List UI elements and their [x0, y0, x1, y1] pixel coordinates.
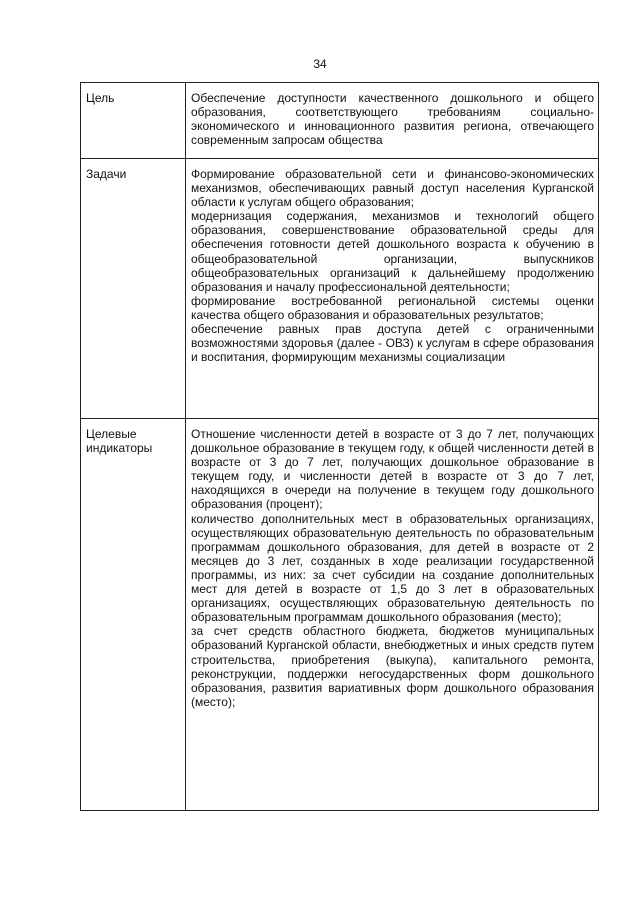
indicator-item: количество дополнительных мест в образовательных организациях, осуществляющих образовательную деятельность по образовательным программам дошкольного образования, для детей в возрасте от 2 месяцев до 3 лет, созданных в ходе реализации государственной программы, из них: за счет субсидии на создание дополнительных мест для детей в возрасте от 1,5 до 3 лет в образовательных организациях, осуществляющих образовательную деятельность по образовательным программам дошкольного образования (место); [191, 511, 594, 625]
indicator-item: Отношение численности детей в возрасте от 3 до 7 лет, получающих дошкольное образование в текущем году, к общей численности детей в возрасте от 3 до 7 лет, получающих дошкольное образование в текущем году, и численности детей в возрасте от 3 до 7 лет, находящихся в очереди на получение в текущем году дошкольного образования (процент); [191, 427, 594, 512]
row-label-goal: Цель [81, 83, 186, 159]
task-item: формирование востребованной региональной системы оценки качества общего образования и образовательных результатов; [191, 293, 594, 322]
goal-paragraph: Обеспечение доступности качественного дошкольного и общего образования, соответствующего требованиям социально-экономического и инновационного развития региона, отвечающего современным запросам общества [191, 91, 594, 148]
table-row-goal [81, 83, 599, 159]
row-content-goal [186, 83, 599, 159]
program-passport-table [80, 82, 599, 811]
task-item: Формирование образовательной сети и финансово-экономических механизмов, обеспечивающих равный доступ населения Курганской области к услугам общего образования; [191, 167, 594, 210]
task-item: обеспечение равных прав доступа детей с ограниченными возможностями здоровья (далее - ОВЗ) к услугам в сфере образования и воспитания, формирующим механизмы социализации [191, 322, 594, 365]
row-label-indicators: Целевые индикаторы [81, 419, 186, 811]
page-number: 34 [313, 57, 327, 71]
row-content-tasks [186, 159, 599, 419]
table-row-tasks [81, 159, 599, 419]
task-item: модернизация содержания, механизмов и технологий общего образования, совершенствование образовательной среды для обеспечения готовности детей дошкольного возраста к обучению в общеобразовательной организации, выпускников общеобразовательных организаций к дальнейшему продолжению образования и началу профессиональной деятельности; [191, 209, 594, 294]
table-row-indicators [81, 419, 599, 811]
row-label-tasks: Задачи [81, 159, 186, 419]
indicator-item: за счет средств областного бюджета, бюджетов муниципальных образований Курганской области, внебюджетных и иных средств путем строительства, приобретения (выкупа), капитального ремонта, реконструкции, поддержки негосударственных форм дошкольного образования, развития вариативных форм дошкольного образования (место); [191, 624, 594, 709]
row-content-indicators [186, 419, 599, 811]
